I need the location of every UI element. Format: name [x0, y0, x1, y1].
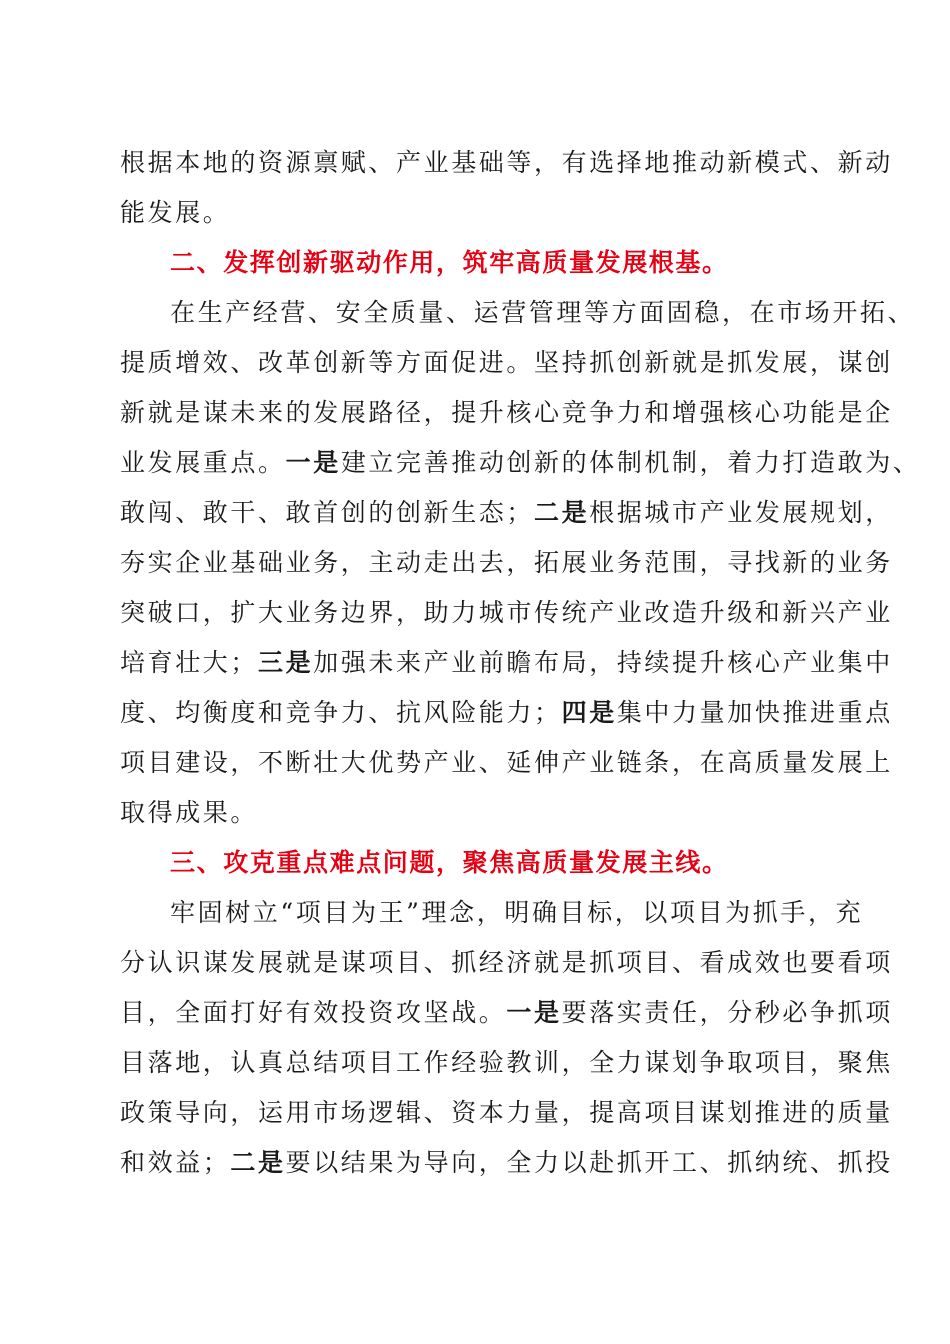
text-run: 业发展重点。	[120, 448, 286, 477]
paragraph-2-line-3: 新就是谋未来的发展路径，提升核心竞争力和增强核心功能是企	[120, 398, 893, 427]
paragraph-2-line-7: 突破口，扩大业务边界，助力城市传统产业改造升级和新兴产业	[120, 598, 893, 627]
bold-marker-fourth: 四是	[561, 698, 617, 727]
bold-marker-second: 二是	[230, 1148, 286, 1177]
section-heading-2: 二、发挥创新驱动作用，筑牢高质量发展根基。	[170, 248, 729, 277]
section-heading-3: 三、攻克重点难点问题，聚焦高质量发展主线。	[170, 848, 729, 877]
bold-marker-second: 二是	[534, 498, 590, 527]
paragraph-2-line-8	[120, 638, 893, 688]
document-body	[120, 138, 921, 1188]
paragraph-1-line-1: 根据本地的资源禀赋、产业基础等，有选择地推动新模式、新动	[120, 148, 893, 177]
text-run: 度、均衡度和竞争力、抗风险能力；	[120, 698, 562, 727]
paragraph-2-line-1: 在生产经营、安全质量、运营管理等方面固稳，在市场开拓、	[170, 298, 916, 327]
paragraph-2-line-2: 提质增效、改革创新等方面促进。坚持抓创新就是抓发展，谋创	[120, 348, 893, 377]
paragraph-2-line-10: 项目建设，不断壮大优势产业、延伸产业链条，在高质量发展上	[120, 748, 893, 777]
paragraph-1-line-2: 能发展。	[120, 198, 231, 227]
paragraph-2-line-6: 夯实企业基础业务，主动走出去，拓展业务范围，寻找新的业务	[120, 548, 893, 577]
text-run: 培育壮大；	[120, 648, 259, 677]
paragraph-3-line-4: 目落地，认真总结项目工作经验教训，全力谋划争取项目，聚焦	[120, 1048, 893, 1077]
paragraph-3-line-5: 政策导向，运用市场逻辑、资本力量，提高项目谋划推进的质量	[120, 1098, 893, 1127]
text-run: 要落实责任，分秒必争抓项	[561, 998, 893, 1027]
bold-marker-third: 三是	[258, 648, 314, 677]
bold-marker-first: 一是	[285, 448, 341, 477]
paragraph-3-line-1: 牢固树立“项目为王”理念，明确目标，以项目为抓手，充	[170, 898, 864, 927]
text-run: 建立完善推动创新的体制机制，着力打造敢为、	[340, 448, 921, 477]
paragraph-3-line-3	[120, 988, 893, 1038]
text-run: 和效益；	[120, 1148, 231, 1177]
text-run: 敢闯、敢干、敢首创的创新生态；	[120, 498, 535, 527]
text-run: 根据城市产业发展规划，	[589, 498, 893, 527]
text-run: 集中力量加快推进重点	[616, 698, 893, 727]
paragraph-2-line-9	[120, 688, 893, 738]
bold-marker-first: 一是	[506, 998, 562, 1027]
paragraph-3-line-6	[120, 1138, 893, 1188]
paragraph-3-line-2: 分认识谋发展就是谋项目、抓经济就是抓项目、看成效也要看项	[120, 948, 893, 977]
text-run: 要以结果为导向，全力以赴抓开工、抓纳统、抓投	[285, 1148, 893, 1177]
text-run: 目，全面打好有效投资攻坚战。	[120, 998, 507, 1027]
paragraph-2-line-5	[120, 488, 893, 538]
text-run: 加强未来产业前瞻布局，持续提升核心产业集中	[313, 648, 893, 677]
paragraph-2-line-4	[120, 438, 921, 488]
paragraph-2-line-11: 取得成果。	[120, 798, 259, 827]
